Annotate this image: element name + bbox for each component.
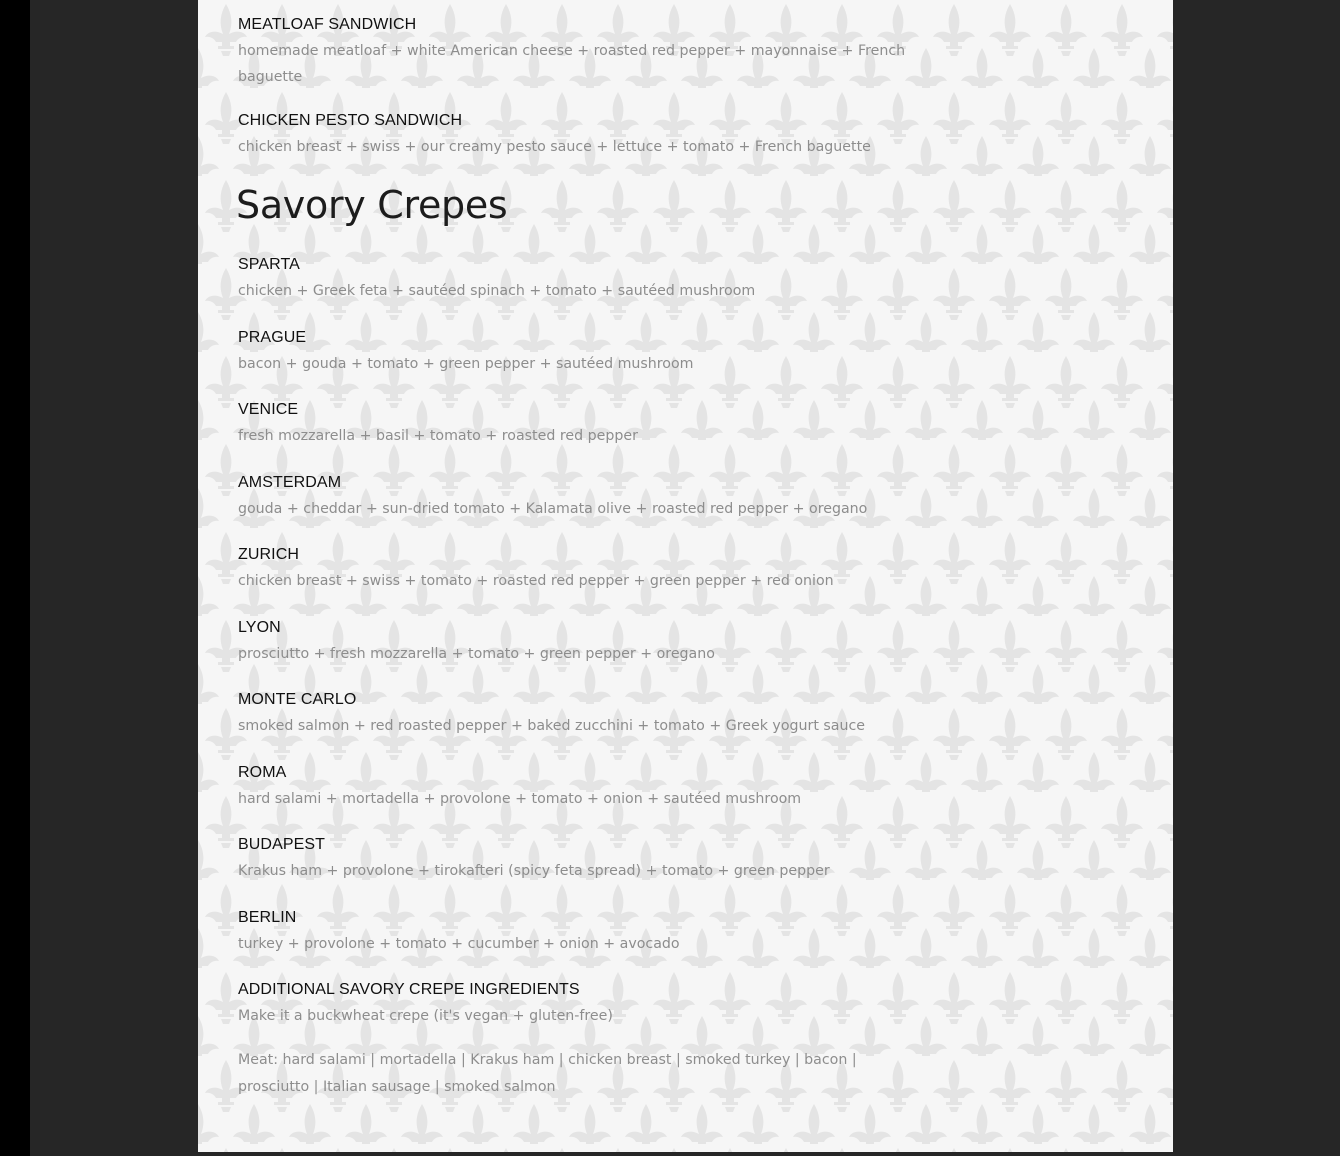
menu-item-berlin xyxy=(238,907,958,980)
menu-item-name: LYON xyxy=(238,618,281,636)
menu-item-monte-carlo xyxy=(238,689,958,762)
menu-item-description: prosciutto + fresh mozzarella + tomato + green pepper + oregano xyxy=(238,645,715,662)
menu-item-description: Krakus ham + provolone + tirokafteri (spicy feta spread) + tomato + green pepper xyxy=(238,863,830,879)
menu-item-name: VENICE xyxy=(238,401,299,418)
menu-item-description: turkey + provolone + tomato + cucumber + onion + avocado xyxy=(238,935,680,952)
menu-item-description: hard salami + mortadella + provolone + tomato + onion + sautéed mushroom xyxy=(238,790,802,807)
section-title-savory-crepes: Savory Crepes xyxy=(236,183,508,227)
menu-item-meatloaf-sandwich xyxy=(238,14,958,90)
menu-item-name: ROMA xyxy=(238,763,287,781)
menu-item-zurich xyxy=(238,544,958,617)
menu-item-description: homemade meatloaf + white American cheese + roasted red pepper + mayonnaise + French baguette xyxy=(238,43,906,85)
menu-item-name: CHICKEN PESTO SANDWICH xyxy=(238,112,463,129)
menu-item-name: MONTE CARLO xyxy=(238,691,357,708)
menu-item-name: SPARTA xyxy=(238,256,300,273)
meat-options-note: Meat: hard salami | mortadella | Krakus ham | chicken breast | smoked turkey | bacon | prosciutto | Italian sausage | smoked salmon xyxy=(238,1052,857,1095)
menu-content xyxy=(238,14,958,1101)
menu-item-lyon xyxy=(238,617,958,690)
menu-item-description: smoked salmon + red roasted pepper + baked zucchini + tomato + Greek yogurt sauce xyxy=(238,718,866,734)
menu-item-description: chicken breast + swiss + tomato + roasted red pepper + green pepper + red onion xyxy=(238,573,834,589)
menu-item-description: chicken breast + swiss + our creamy pesto sauce + lettuce + tomato + French baguette xyxy=(238,139,871,155)
menu-item-name: ZURICH xyxy=(238,546,300,563)
menu-item-amsterdam xyxy=(238,472,958,545)
menu-item-description: chicken + Greek feta + sautéed spinach + tomato + sautéed mushroom xyxy=(238,283,756,299)
menu-item-roma xyxy=(238,762,958,835)
menu-item-name: MEATLOAF SANDWICH xyxy=(238,16,417,33)
menu-item-name: ADDITIONAL SAVORY CREPE INGREDIENTS xyxy=(238,981,580,998)
menu-item-prague xyxy=(238,327,958,400)
menu-item-name: AMSTERDAM xyxy=(238,473,342,491)
menu-item-name: BUDAPEST xyxy=(238,836,326,853)
menu-item-chicken-pesto-sandwich xyxy=(238,110,958,160)
menu-item-sparta xyxy=(238,254,958,327)
menu-item-description: gouda + cheddar + sun-dried tomato + Kalamata olive + roasted red pepper + oregano xyxy=(238,500,868,517)
menu-item-name: PRAGUE xyxy=(238,328,307,346)
menu-item-name: BERLIN xyxy=(238,908,297,926)
menu-item-description: fresh mozzarella + basil + tomato + roasted red pepper xyxy=(238,428,638,444)
menu-item-additional-ingredients xyxy=(238,979,958,1101)
menu-panel xyxy=(198,0,1173,1152)
crepe-list xyxy=(238,254,958,1101)
menu-item-budapest xyxy=(238,834,958,907)
menu-item-description: bacon + gouda + tomato + green pepper + sautéed mushroom xyxy=(238,355,694,372)
menu-item-description: Make it a buckwheat crepe (it's vegan + gluten-free) xyxy=(238,1008,613,1024)
menu-item-venice xyxy=(238,399,958,472)
